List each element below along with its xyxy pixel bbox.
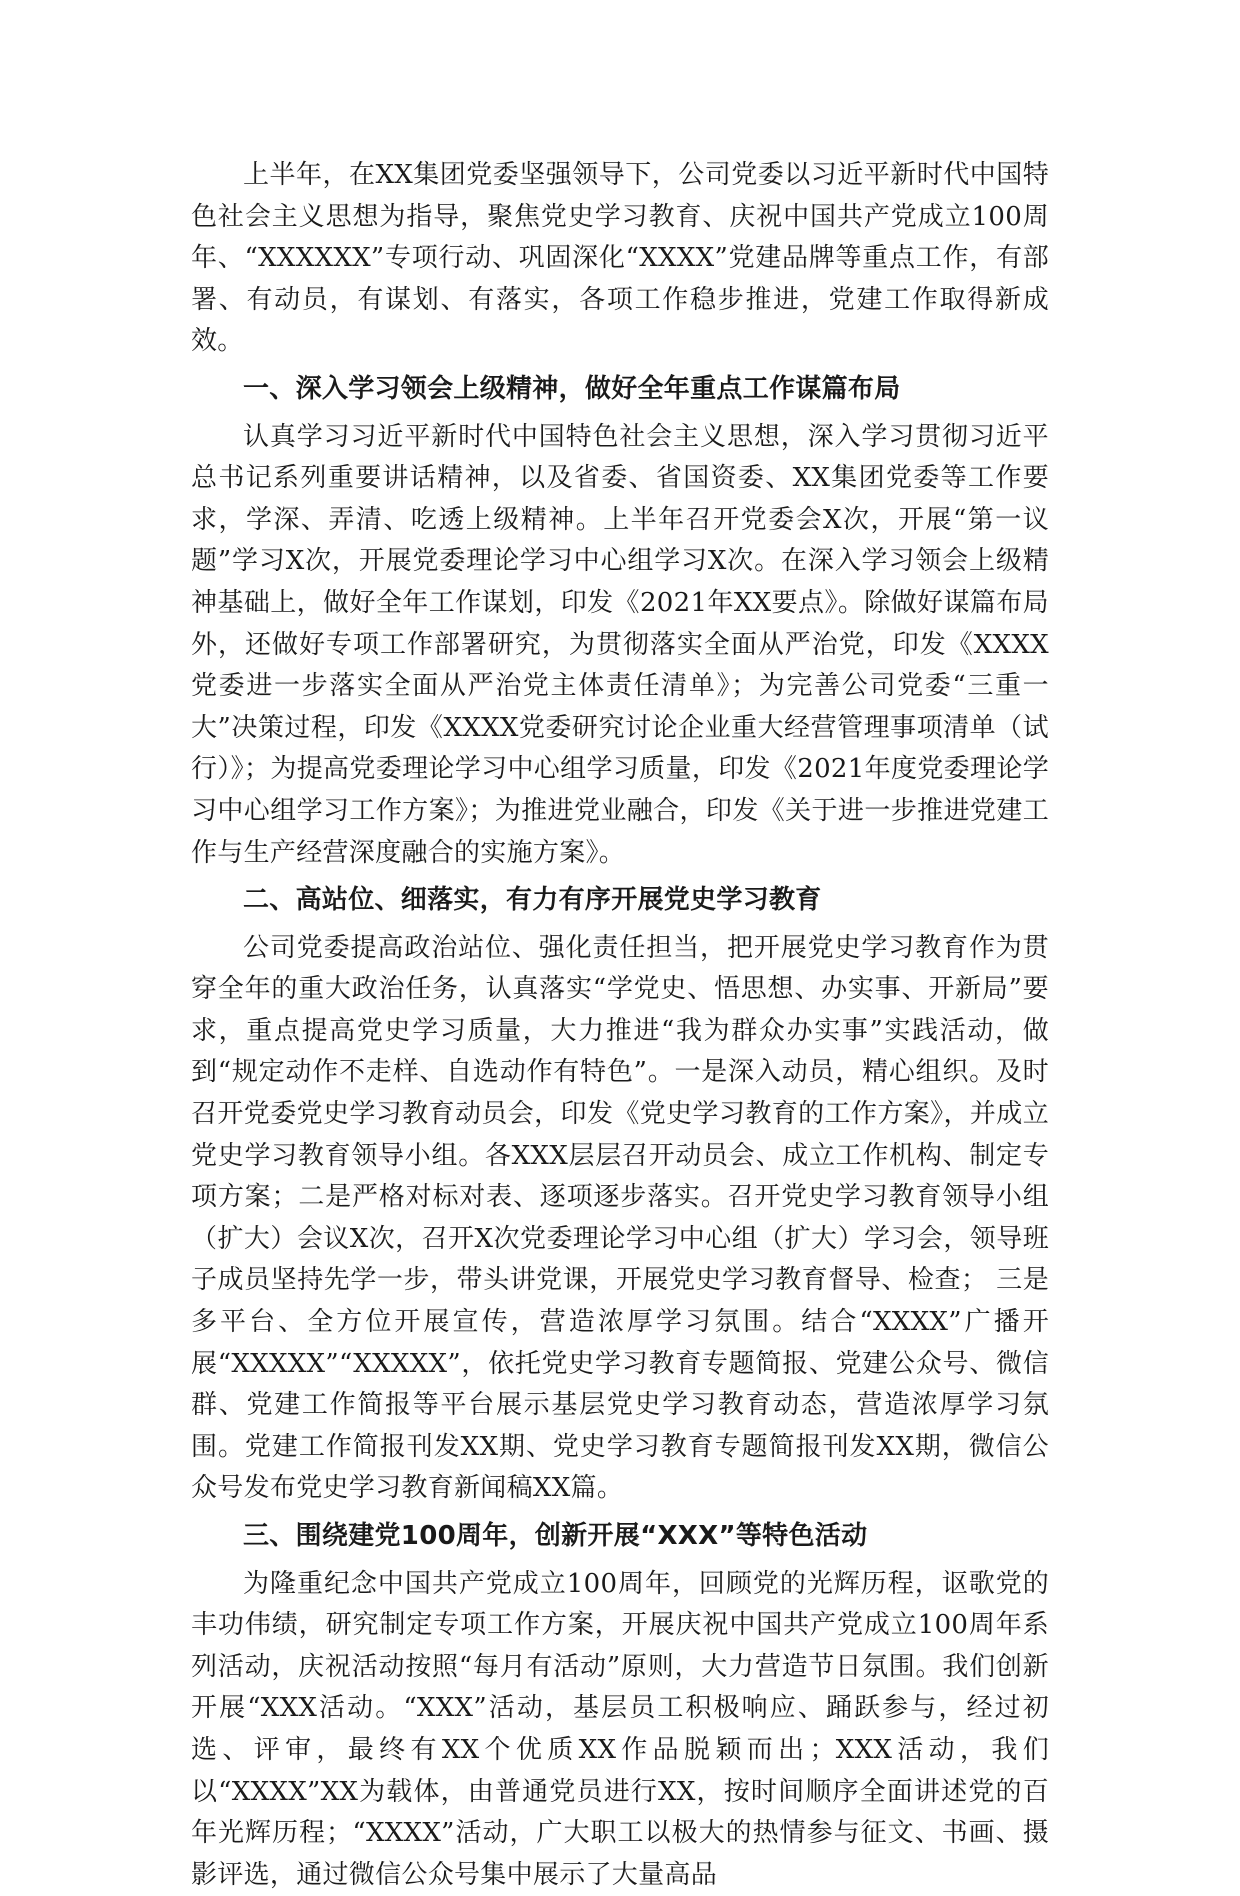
- section-1-paragraph: 认真学习习近平新时代中国特色社会主义思想，深入学习贯彻习近平总书记系列重要讲话精神，以及省委、省国资委、XX集团党委等工作要求，学深、弄清、吃透上级精神。上半年召开党委会X次，开展“第一议题”学习X次，开展党委理论学习中心组学习X次。在深入学习领会上级精神基础上，做好全年工作谋划，印发《2021年XX要点》。除做好谋篇布局外，还做好专项工作部署研究，为贯彻落实全面从严治党，印发《XXXX党委进一步落实全面从严治党主体责任清单》；为完善公司党委“三重一大”决策过程，印发《XXXX党委研究讨论企业重大经营管理事项清单（试行）》；为提高党委理论学习中心组学习质量，印发《2021年度党委理论学习中心组学习工作方案》；为推进党业融合，印发《关于进一步推进党建工作与生产经营深度融合的实施方案》。: [191, 421, 1049, 868]
- section-1-heading: 一、深入学习领会上级精神，做好全年重点工作谋篇布局: [243, 373, 901, 404]
- intro-paragraph: 上半年，在XX集团党委坚强领导下，公司党委以习近平新时代中国特色社会主义思想为指导，聚焦党史学习教育、庆祝中国共产党成立100周年、“XXXXXX”专项行动、巩固深化“XXXX”党建品牌等重点工作，有部署、有动员，有谋划、有落实，各项工作稳步推进，党建工作取得新成效。: [191, 160, 1049, 357]
- document-body: [191, 155, 1049, 1896]
- section-3-heading: 三、围绕建党100周年，创新开展“XXX”等特色活动: [243, 1521, 868, 1551]
- section-2-heading: 二、高站位、细落实，有力有序开展党史学习教育: [243, 885, 822, 916]
- section-3-paragraph: 为隆重纪念中国共产党成立100周年，回顾党的光辉历程，讴歌党的丰功伟绩，研究制定专项工作方案，开展庆祝中国共产党成立100周年系列活动，庆祝活动按照“每月有活动”原则，大力营造节日氛围。我们创新开展“XXX活动。“XXX”活动，基层员工积极响应、踊跃参与，经过初选、评审，最终有XX个优质XX作品脱颖而出；XXX活动，我们以“XXXX”XX为载体，由普通党员进行XX，按时间顺序全面讲述党的百年光辉历程；“XXXX”活动，广大职工以极大的热情参与征文、书画、摄影评选，通过微信公众号集中展示了大量高品: [191, 1568, 1049, 1890]
- section-2-paragraph: 公司党委提高政治站位、强化责任担当，把开展党史学习教育作为贯穿全年的重大政治任务，认真落实“学党史、悟思想、办实事、开新局”要求，重点提高党史学习质量，大力推进“我为群众办实事”实践活动，做到“规定动作不走样、自选动作有特色”。一是深入动员，精心组织。及时召开党委党史学习教育动员会，印发《党史学习教育的工作方案》，并成立党史学习教育领导小组。各XXX层层召开动员会、成立工作机构、制定专项方案；二是严格对标对表、逐项逐步落实。召开党史学习教育领导小组（扩大）会议X次，召开X次党委理论学习中心组（扩大）学习会，领导班子成员坚持先学一步，带头讲党课，开展党史学习教育督导、检查； 三是多平台、全方位开展宣传，营造浓厚学习氛围。结合“XXXX”广播开展“XXXXX”“XXXXX”，依托党史学习教育专题简报、党建公众号、微信群、党建工作简报等平台展示基层党史学习教育动态，营造浓厚学习氛围。党建工作简报刊发XX期、党史学习教育专题简报刊发XX期，微信公众号发布党史学习教育新闻稿XX篇。: [191, 932, 1049, 1504]
